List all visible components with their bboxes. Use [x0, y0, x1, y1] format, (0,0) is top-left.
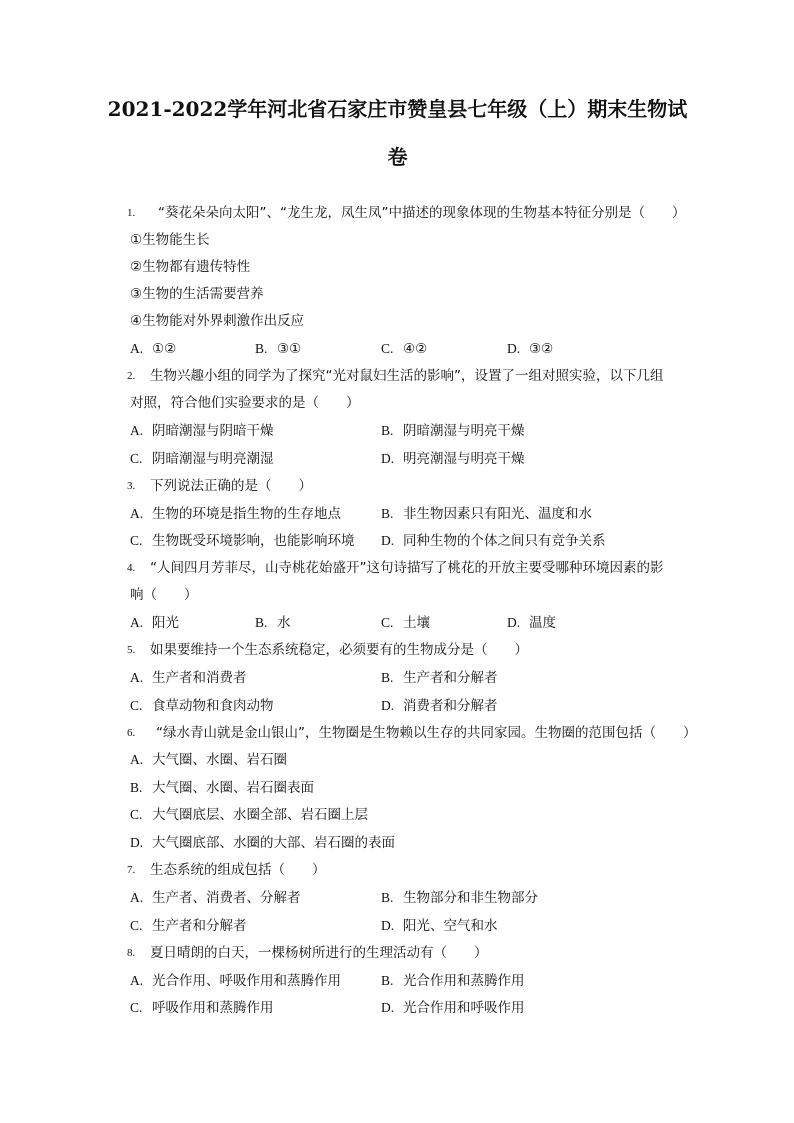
option-text: 非生物因素只有阳光、温度和水: [403, 506, 592, 522]
option-letter: C.: [130, 451, 143, 466]
option-text: ④②: [403, 341, 428, 357]
option-letter: D.: [381, 918, 395, 933]
option-letter: A.: [130, 506, 144, 521]
option-letter: D.: [507, 615, 521, 630]
option-c[interactable]: [130, 450, 274, 468]
option-letter: C.: [130, 698, 143, 713]
option-b[interactable]: [130, 779, 314, 797]
question-stem: 生态系统的组成包括（ ）: [150, 862, 326, 878]
option-letter: A.: [130, 973, 144, 988]
option-letter: D.: [130, 835, 144, 850]
question-stem: “绿水青山就是金山银山”，生物圈是生物赖以生存的共同家园。生物圈的范围包括（ ）: [156, 725, 697, 741]
option-letter: B.: [255, 341, 268, 356]
option-letter: B.: [381, 890, 394, 905]
option-text: 呼吸作用和蒸腾作用: [152, 1000, 274, 1016]
option-c[interactable]: [381, 340, 427, 358]
option-a[interactable]: [130, 505, 341, 523]
option-a[interactable]: [130, 751, 287, 769]
question-stem: 生物兴趣小组的同学为了探究“光对鼠妇生活的影响”，设置了一组对照实验，以下几组: [150, 368, 664, 384]
question-stem: “葵花朵朵向太阳”、“龙生龙，凤生凤”中描述的现象体现的生物基本特征分别是（ ）: [158, 205, 686, 221]
option-letter: D.: [381, 1000, 395, 1015]
option-text: 大气圈、水圈、岩石圈: [152, 752, 287, 768]
option-d[interactable]: [381, 697, 498, 715]
option-text: 阴暗潮湿与明亮干燥: [403, 423, 525, 439]
option-text: 光合作用、呼吸作用和蒸腾作用: [152, 973, 341, 989]
option-letter: D.: [381, 698, 395, 713]
option-text: ③①: [277, 341, 302, 357]
option-b[interactable]: [381, 669, 498, 687]
option-text: 阳光、空气和水: [403, 918, 498, 934]
option-letter: A.: [130, 615, 144, 630]
option-text: 生物的环境是指生物的生存地点: [152, 506, 341, 522]
option-letter: A.: [130, 752, 144, 767]
option-a[interactable]: [130, 889, 301, 907]
question-stem-continued: 响（ ）: [130, 587, 198, 603]
option-c[interactable]: [130, 697, 274, 715]
question-stem-continued: 对照，符合他们实验要求的是（ ）: [130, 395, 360, 411]
option-letter: B.: [381, 973, 394, 988]
option-b[interactable]: [381, 889, 538, 907]
option-text: 明亮潮湿与明亮干燥: [403, 451, 525, 467]
option-letter: B.: [130, 780, 143, 795]
option-text: 生产者、消费者、分解者: [152, 890, 301, 906]
option-a[interactable]: [130, 669, 247, 687]
option-text: 土壤: [403, 615, 430, 631]
option-b[interactable]: [255, 340, 301, 358]
option-text: 光合作用和呼吸作用: [403, 1000, 525, 1016]
option-d[interactable]: [381, 917, 498, 935]
option-a[interactable]: [130, 614, 179, 632]
option-c[interactable]: [130, 917, 247, 935]
document-title-line-1: 2021-2022学年河北省石家庄市赞皇县七年级（上）期末生物试: [107, 97, 688, 121]
option-letter: A.: [130, 423, 144, 438]
option-letter: B.: [381, 670, 394, 685]
option-a[interactable]: [130, 422, 274, 440]
option-d[interactable]: [507, 614, 556, 632]
option-c[interactable]: [130, 806, 368, 824]
option-letter: B.: [381, 423, 394, 438]
option-text: ①②: [152, 341, 177, 357]
option-c[interactable]: [130, 999, 274, 1017]
option-text: 温度: [529, 615, 556, 631]
option-letter: C.: [381, 341, 394, 356]
option-a[interactable]: [130, 972, 341, 990]
option-text: 阴暗潮湿与明亮潮湿: [152, 451, 274, 467]
statement-item: ②生物都有遗传特性: [130, 259, 251, 275]
option-b[interactable]: [381, 422, 525, 440]
option-text: 食草动物和食肉动物: [152, 698, 274, 714]
option-text: 生产者和分解者: [152, 918, 247, 934]
option-d[interactable]: [381, 450, 525, 468]
option-text: 生产者和分解者: [403, 670, 498, 686]
question-number: 2.: [127, 370, 136, 382]
option-text: 阳光: [152, 615, 179, 631]
option-b[interactable]: [255, 614, 291, 632]
option-letter: C.: [381, 615, 394, 630]
option-text: 消费者和分解者: [403, 698, 498, 714]
option-letter: B.: [255, 615, 268, 630]
question-number: 4.: [127, 562, 136, 574]
question-number: 3.: [127, 480, 136, 492]
option-letter: C.: [130, 533, 143, 548]
option-letter: D.: [381, 451, 395, 466]
option-text: 生产者和消费者: [152, 670, 247, 686]
question-number: 7.: [127, 864, 136, 876]
option-letter: C.: [130, 1000, 143, 1015]
question-number: 6.: [127, 727, 136, 739]
option-letter: B.: [381, 506, 394, 521]
option-d[interactable]: [381, 532, 606, 550]
option-a[interactable]: [130, 340, 176, 358]
option-text: 阴暗潮湿与阴暗干燥: [152, 423, 274, 439]
option-letter: D.: [381, 533, 395, 548]
question-number: 8.: [127, 947, 136, 959]
option-text: 大气圈底部、水圈的大部、岩石圈的表面: [152, 835, 395, 851]
option-c[interactable]: [130, 532, 355, 550]
question-stem: 夏日晴朗的白天，一棵杨树所进行的生理活动有（ ）: [150, 945, 488, 961]
option-b[interactable]: [381, 505, 592, 523]
option-text: 生物既受环境影响，也能影响环境: [152, 533, 355, 549]
option-text: 光合作用和蒸腾作用: [403, 973, 525, 989]
option-text: 水: [277, 615, 291, 631]
option-b[interactable]: [381, 972, 525, 990]
option-letter: C.: [130, 807, 143, 822]
option-c[interactable]: [381, 614, 430, 632]
option-text: ③②: [529, 341, 554, 357]
option-text: 同种生物的个体之间只有竞争关系: [403, 533, 606, 549]
option-text: 大气圈、水圈、岩石圈表面: [152, 780, 314, 796]
question-stem: 如果要维持一个生态系统稳定，必须要有的生物成分是（ ）: [150, 642, 528, 658]
document-title-line-2: 卷: [387, 145, 408, 169]
option-letter: C.: [130, 918, 143, 933]
option-text: 大气圈底层、水圈全部、岩石圈上层: [152, 807, 368, 823]
option-d[interactable]: [381, 999, 525, 1017]
question-stem: 下列说法正确的是（ ）: [150, 478, 312, 494]
statement-item: ③生物的生活需要营养: [130, 286, 264, 302]
question-number: 5.: [127, 644, 136, 656]
option-d[interactable]: [130, 834, 395, 852]
option-d[interactable]: [507, 340, 553, 358]
option-text: 生物部分和非生物部分: [403, 890, 538, 906]
option-letter: A.: [130, 670, 144, 685]
statement-item: ①生物能生长: [130, 232, 210, 248]
option-letter: A.: [130, 890, 144, 905]
question-stem: “人间四月芳菲尽，山寺桃花始盛开”这句诗描写了桃花的开放主要受哪种环境因素的影: [150, 560, 664, 576]
option-letter: A.: [130, 341, 144, 356]
question-number: 1.: [127, 207, 136, 219]
option-letter: D.: [507, 341, 521, 356]
statement-item: ④生物能对外界刺激作出反应: [130, 313, 305, 329]
